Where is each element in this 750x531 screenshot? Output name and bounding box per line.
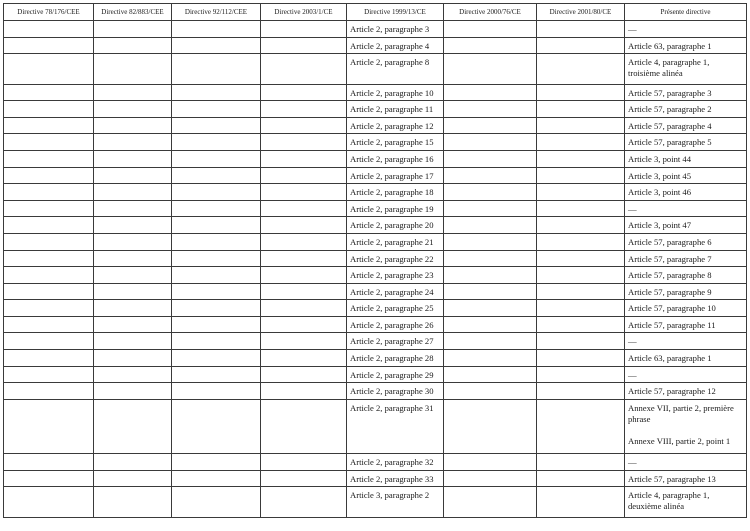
cell-1999-13-ce: Article 2, paragraphe 22	[347, 250, 444, 267]
empty-cell	[444, 54, 537, 84]
empty-cell	[444, 283, 537, 300]
cell-presente-directive	[625, 366, 747, 383]
cell-1999-13-ce: Article 2, paragraphe 17	[347, 167, 444, 184]
empty-cell	[94, 200, 172, 217]
empty-cell	[94, 333, 172, 350]
empty-cell	[537, 184, 625, 201]
cell-1999-13-ce: Article 2, paragraphe 15	[347, 134, 444, 151]
empty-cell	[444, 470, 537, 487]
empty-cell	[4, 217, 94, 234]
empty-cell	[261, 217, 347, 234]
empty-cell	[444, 300, 537, 317]
cell-text-extra: Annexe VIII, partie 2, point 1	[628, 435, 731, 446]
empty-cell	[261, 316, 347, 333]
table-row	[4, 150, 747, 167]
empty-cell	[172, 470, 261, 487]
table-row	[4, 21, 747, 38]
empty-cell	[172, 84, 261, 101]
empty-cell	[444, 150, 537, 167]
cell-presente-directive	[625, 217, 747, 234]
empty-cell	[4, 454, 94, 471]
cell-1999-13-ce: Article 2, paragraphe 18	[347, 184, 444, 201]
column-header-82-883-cee: Directive 82/883/CEE	[94, 4, 172, 21]
paragraph-gap	[628, 425, 743, 436]
empty-cell	[261, 84, 347, 101]
empty-cell	[261, 233, 347, 250]
empty-cell	[172, 399, 261, 453]
empty-cell	[172, 233, 261, 250]
empty-cell	[172, 217, 261, 234]
empty-cell	[444, 101, 537, 118]
empty-cell	[537, 470, 625, 487]
empty-cell	[4, 37, 94, 54]
empty-cell	[94, 134, 172, 151]
empty-cell	[94, 350, 172, 367]
empty-cell	[172, 101, 261, 118]
empty-cell	[94, 487, 172, 517]
empty-cell	[172, 37, 261, 54]
empty-cell	[4, 101, 94, 118]
cell-text: Article 57, paragraphe 10	[628, 303, 716, 314]
table-row	[4, 54, 747, 84]
empty-cell	[444, 167, 537, 184]
empty-cell	[94, 399, 172, 453]
cell-text: Article 57, paragraphe 8	[628, 270, 712, 281]
empty-cell	[537, 250, 625, 267]
cell-presente-directive	[625, 350, 747, 367]
cell-text: Article 4, paragraphe 1, troisième alinéa	[628, 57, 710, 79]
empty-cell	[261, 454, 347, 471]
empty-cell	[172, 134, 261, 151]
cell-text: —	[628, 203, 637, 214]
cell-1999-13-ce: Article 2, paragraphe 20	[347, 217, 444, 234]
empty-cell	[261, 37, 347, 54]
cell-presente-directive	[625, 383, 747, 400]
cell-presente-directive	[625, 167, 747, 184]
empty-cell	[537, 200, 625, 217]
empty-cell	[4, 487, 94, 517]
empty-cell	[444, 383, 537, 400]
table-row	[4, 366, 747, 383]
empty-cell	[261, 487, 347, 517]
table-row	[4, 37, 747, 54]
cell-presente-directive	[625, 300, 747, 317]
empty-cell	[261, 283, 347, 300]
cell-presente-directive	[625, 283, 747, 300]
cell-presente-directive	[625, 399, 747, 453]
empty-cell	[94, 167, 172, 184]
cell-presente-directive	[625, 470, 747, 487]
empty-cell	[537, 233, 625, 250]
empty-cell	[4, 470, 94, 487]
empty-cell	[172, 383, 261, 400]
empty-cell	[537, 267, 625, 284]
column-header-1999-13-ce: Directive 1999/13/CE	[347, 4, 444, 21]
empty-cell	[172, 250, 261, 267]
empty-cell	[172, 366, 261, 383]
cell-presente-directive	[625, 250, 747, 267]
cell-text: —	[628, 457, 637, 468]
table-row	[4, 383, 747, 400]
cell-presente-directive	[625, 37, 747, 54]
cell-presente-directive	[625, 54, 747, 84]
cell-1999-13-ce: Article 2, paragraphe 12	[347, 117, 444, 134]
empty-cell	[94, 184, 172, 201]
table-row	[4, 117, 747, 134]
empty-cell	[4, 21, 94, 38]
empty-cell	[537, 383, 625, 400]
empty-cell	[172, 333, 261, 350]
header-row	[4, 4, 747, 21]
empty-cell	[172, 150, 261, 167]
empty-cell	[537, 454, 625, 471]
empty-cell	[94, 366, 172, 383]
cell-text: Article 57, paragraphe 9	[628, 286, 712, 297]
cell-1999-13-ce: Article 2, paragraphe 10	[347, 84, 444, 101]
cell-text: Article 63, paragraphe 1	[628, 40, 712, 51]
empty-cell	[537, 366, 625, 383]
empty-cell	[444, 399, 537, 453]
empty-cell	[261, 150, 347, 167]
empty-cell	[537, 217, 625, 234]
cell-text: Article 57, paragraphe 12	[628, 386, 716, 397]
table-row	[4, 300, 747, 317]
cell-1999-13-ce: Article 2, paragraphe 26	[347, 316, 444, 333]
column-header-presente-directive: Présente directive	[625, 4, 747, 21]
cell-1999-13-ce: Article 2, paragraphe 21	[347, 233, 444, 250]
column-header-2000-76-ce: Directive 2000/76/CE	[444, 4, 537, 21]
cell-text: Article 57, paragraphe 11	[628, 319, 716, 330]
empty-cell	[261, 470, 347, 487]
empty-cell	[172, 21, 261, 38]
table-row	[4, 333, 747, 350]
cell-text: Article 57, paragraphe 5	[628, 137, 712, 148]
empty-cell	[444, 316, 537, 333]
empty-cell	[94, 21, 172, 38]
cell-1999-13-ce: Article 2, paragraphe 30	[347, 383, 444, 400]
empty-cell	[94, 101, 172, 118]
table-row	[4, 283, 747, 300]
empty-cell	[444, 184, 537, 201]
empty-cell	[537, 333, 625, 350]
empty-cell	[94, 150, 172, 167]
cell-1999-13-ce: Article 2, paragraphe 3	[347, 21, 444, 38]
empty-cell	[172, 487, 261, 517]
empty-cell	[4, 200, 94, 217]
empty-cell	[261, 399, 347, 453]
empty-cell	[444, 200, 537, 217]
empty-cell	[94, 300, 172, 317]
empty-cell	[172, 117, 261, 134]
empty-cell	[444, 250, 537, 267]
cell-1999-13-ce: Article 3, paragraphe 2	[347, 487, 444, 517]
empty-cell	[261, 250, 347, 267]
empty-cell	[444, 267, 537, 284]
column-header-2003-1-ce: Directive 2003/1/CE	[261, 4, 347, 21]
empty-cell	[261, 21, 347, 38]
empty-cell	[537, 399, 625, 453]
empty-cell	[172, 316, 261, 333]
cell-1999-13-ce: Article 2, paragraphe 28	[347, 350, 444, 367]
cell-presente-directive	[625, 487, 747, 517]
empty-cell	[444, 350, 537, 367]
empty-cell	[537, 150, 625, 167]
empty-cell	[537, 84, 625, 101]
empty-cell	[94, 316, 172, 333]
empty-cell	[444, 84, 537, 101]
empty-cell	[4, 300, 94, 317]
cell-presente-directive	[625, 84, 747, 101]
cell-text: —	[628, 24, 637, 34]
empty-cell	[4, 333, 94, 350]
empty-cell	[444, 233, 537, 250]
empty-cell	[261, 267, 347, 284]
cell-1999-13-ce: Article 2, paragraphe 33	[347, 470, 444, 487]
empty-cell	[444, 366, 537, 383]
empty-cell	[537, 300, 625, 317]
cell-presente-directive	[625, 333, 747, 350]
empty-cell	[94, 267, 172, 284]
cell-presente-directive	[625, 21, 747, 38]
empty-cell	[261, 134, 347, 151]
cell-text: Article 63, paragraphe 1	[628, 353, 712, 364]
table-row	[4, 167, 747, 184]
empty-cell	[94, 233, 172, 250]
empty-cell	[94, 84, 172, 101]
empty-cell	[444, 134, 537, 151]
cell-presente-directive	[625, 200, 747, 217]
empty-cell	[444, 217, 537, 234]
cell-1999-13-ce: Article 2, paragraphe 16	[347, 150, 444, 167]
empty-cell	[4, 283, 94, 300]
cell-text: —	[628, 336, 637, 347]
empty-cell	[172, 283, 261, 300]
empty-cell	[94, 54, 172, 84]
cell-1999-13-ce: Article 2, paragraphe 31	[347, 399, 444, 453]
cell-text: Article 57, paragraphe 7	[628, 253, 712, 264]
empty-cell	[172, 300, 261, 317]
column-header-2001-80-ce: Directive 2001/80/CE	[537, 4, 625, 21]
cell-text: Article 57, paragraphe 4	[628, 120, 712, 131]
empty-cell	[94, 454, 172, 471]
cell-1999-13-ce: Article 2, paragraphe 19	[347, 200, 444, 217]
cell-1999-13-ce: Article 2, paragraphe 29	[347, 366, 444, 383]
empty-cell	[4, 366, 94, 383]
table-row	[4, 84, 747, 101]
empty-cell	[4, 150, 94, 167]
cell-text: Article 57, paragraphe 13	[628, 473, 716, 484]
cell-1999-13-ce: Article 2, paragraphe 24	[347, 283, 444, 300]
empty-cell	[261, 300, 347, 317]
table-row	[4, 233, 747, 250]
cell-presente-directive	[625, 134, 747, 151]
cell-1999-13-ce: Article 2, paragraphe 11	[347, 101, 444, 118]
empty-cell	[537, 316, 625, 333]
cell-presente-directive	[625, 117, 747, 134]
table-row	[4, 184, 747, 201]
empty-cell	[261, 200, 347, 217]
empty-cell	[4, 117, 94, 134]
cell-text: Article 3, point 47	[628, 220, 692, 231]
cell-presente-directive	[625, 267, 747, 284]
table-row	[4, 350, 747, 367]
empty-cell	[172, 454, 261, 471]
empty-cell	[444, 454, 537, 471]
table-row	[4, 316, 747, 333]
cell-presente-directive	[625, 233, 747, 250]
table-row	[4, 101, 747, 118]
empty-cell	[444, 117, 537, 134]
empty-cell	[261, 366, 347, 383]
empty-cell	[444, 37, 537, 54]
empty-cell	[444, 333, 537, 350]
cell-text: Article 57, paragraphe 2	[628, 104, 712, 115]
cell-presente-directive	[625, 316, 747, 333]
cell-presente-directive	[625, 454, 747, 471]
column-header-92-112-cee: Directive 92/112/CEE	[172, 4, 261, 21]
table-body	[4, 21, 747, 518]
empty-cell	[4, 54, 94, 84]
empty-cell	[172, 200, 261, 217]
empty-cell	[261, 333, 347, 350]
empty-cell	[537, 167, 625, 184]
empty-cell	[537, 487, 625, 517]
empty-cell	[261, 383, 347, 400]
empty-cell	[172, 350, 261, 367]
table-row	[4, 134, 747, 151]
empty-cell	[94, 37, 172, 54]
empty-cell	[94, 383, 172, 400]
empty-cell	[4, 399, 94, 453]
cell-presente-directive	[625, 184, 747, 201]
empty-cell	[537, 101, 625, 118]
empty-cell	[94, 117, 172, 134]
table-row	[4, 454, 747, 471]
empty-cell	[261, 184, 347, 201]
empty-cell	[537, 117, 625, 134]
table-row	[4, 200, 747, 217]
empty-cell	[537, 350, 625, 367]
empty-cell	[537, 134, 625, 151]
empty-cell	[261, 54, 347, 84]
empty-cell	[444, 21, 537, 38]
empty-cell	[537, 37, 625, 54]
empty-cell	[4, 250, 94, 267]
empty-cell	[94, 470, 172, 487]
cell-text: Annexe VII, partie 2, première phrase	[628, 402, 734, 424]
empty-cell	[94, 283, 172, 300]
empty-cell	[4, 383, 94, 400]
correlation-table	[3, 3, 747, 518]
empty-cell	[172, 267, 261, 284]
cell-1999-13-ce: Article 2, paragraphe 32	[347, 454, 444, 471]
table-row	[4, 470, 747, 487]
empty-cell	[261, 167, 347, 184]
column-header-78-176-cee: Directive 78/176/CEE	[4, 4, 94, 21]
empty-cell	[537, 54, 625, 84]
cell-presente-directive	[625, 150, 747, 167]
empty-cell	[444, 487, 537, 517]
empty-cell	[537, 283, 625, 300]
cell-text: Article 3, point 46	[628, 187, 692, 198]
cell-text: Article 57, paragraphe 3	[628, 87, 712, 98]
empty-cell	[94, 250, 172, 267]
cell-text: Article 57, paragraphe 6	[628, 236, 712, 247]
empty-cell	[261, 117, 347, 134]
cell-presente-directive	[625, 101, 747, 118]
empty-cell	[94, 217, 172, 234]
empty-cell	[4, 350, 94, 367]
empty-cell	[172, 167, 261, 184]
table-row	[4, 399, 747, 453]
table-row	[4, 250, 747, 267]
empty-cell	[261, 350, 347, 367]
cell-text: Article 3, point 45	[628, 170, 692, 181]
table-row	[4, 267, 747, 284]
cell-text: Article 4, paragraphe 1, deuxième alinéa	[628, 490, 710, 512]
cell-1999-13-ce: Article 2, paragraphe 25	[347, 300, 444, 317]
empty-cell	[4, 167, 94, 184]
empty-cell	[537, 21, 625, 38]
table-row	[4, 217, 747, 234]
empty-cell	[4, 316, 94, 333]
empty-cell	[172, 184, 261, 201]
cell-1999-13-ce: Article 2, paragraphe 8	[347, 54, 444, 84]
empty-cell	[4, 184, 94, 201]
table-row	[4, 487, 747, 517]
empty-cell	[4, 267, 94, 284]
empty-cell	[4, 233, 94, 250]
cell-text: —	[628, 369, 637, 380]
cell-text: Article 3, point 44	[628, 153, 692, 164]
cell-1999-13-ce: Article 2, paragraphe 23	[347, 267, 444, 284]
empty-cell	[4, 134, 94, 151]
empty-cell	[4, 84, 94, 101]
empty-cell	[172, 54, 261, 84]
cell-1999-13-ce: Article 2, paragraphe 27	[347, 333, 444, 350]
empty-cell	[261, 101, 347, 118]
cell-1999-13-ce: Article 2, paragraphe 4	[347, 37, 444, 54]
